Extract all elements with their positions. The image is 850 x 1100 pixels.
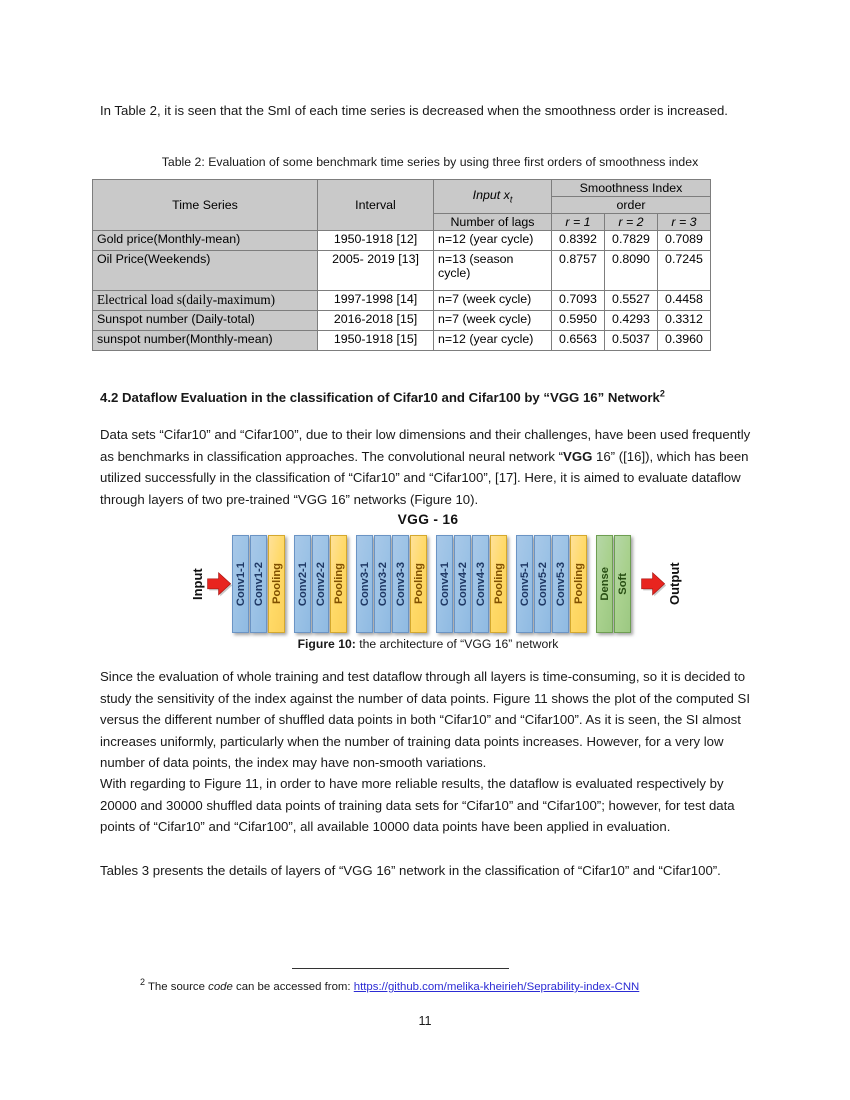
layer-block-conv4-1: [436, 535, 453, 633]
table-row: [93, 251, 711, 291]
cell-time-series: sunspot number(Monthly-mean): [93, 331, 318, 351]
layer-block-dense: [596, 535, 613, 633]
layer-block-conv1-2: [250, 535, 267, 633]
paragraph-datasets: Data sets “Cifar10” and “Cifar100”, due to their low dimensions and their challenges, have been used frequently as benchmarks in classification approaches. The convolutional neural network “VGG 16” ([16]), which has been utilized successfully in the classification of “Cifar10” and “Cifar100”, [17]. Here, it is aimed to evaluate dataflow through layers of two pre-trained “VGG 16” networks (Figure 10).: [100, 427, 751, 507]
cell-r1: 0.5950: [552, 311, 605, 331]
layer-block-conv5-3: [552, 535, 569, 633]
page-number: 11: [418, 1014, 432, 1028]
layer-block-conv4-3: [472, 535, 489, 633]
conv-group-4: [436, 535, 507, 633]
layer-label: Conv5-2: [536, 561, 549, 607]
cell-r1: 0.8757: [552, 251, 605, 291]
cell-lags: n=13 (season cycle): [434, 251, 552, 291]
col-header-r2: r = 2: [605, 214, 658, 231]
layer-block-conv1-1: [232, 535, 249, 633]
footnote-separator: [292, 968, 509, 969]
cell-interval: 1997-1998 [14]: [318, 291, 434, 311]
layer-label: Conv2-1: [296, 561, 309, 607]
conv-group-1: [232, 535, 285, 633]
input-arrow-icon: [206, 535, 232, 633]
layer-label: Conv1-2: [252, 561, 265, 607]
table2: [92, 179, 711, 351]
layer-block-conv5-2: [534, 535, 551, 633]
layer-label: Conv1-1: [234, 561, 247, 607]
layer-label: Dense: [598, 567, 611, 601]
cell-r2: 0.7829: [605, 231, 658, 251]
layer-label: Conv4-1: [438, 561, 451, 607]
paragraph-since: Since the evaluation of whole training and test dataflow through all layers is time-consuming, so it is decided to study the sensitivity of the index against the number of data points. Figure 11 shows the plot of the computed SI versus the different number of shuffled data points in both “Cifar10” and “Cifar100”. As it is seen, the SI almost increases uniformly, particularly when the number of training data points increases. However, for a very low number of data points, the index may have non-smooth variations.: [100, 669, 750, 770]
vgg-bold-fragment: VGG: [563, 448, 593, 464]
layer-label: Conv4-2: [456, 561, 469, 607]
cell-time-series: Electrical load s(daily-maximum): [93, 291, 318, 311]
intro-paragraph: In Table 2, it is seen that the SmI of each time series is decreased when the smoothness order is increased.: [100, 103, 728, 118]
cell-r3: 0.4458: [658, 291, 711, 311]
col-header-input-text: Input x: [472, 188, 510, 203]
cell-lags: n=7 (week cycle): [434, 291, 552, 311]
col-header-r3: r = 3: [658, 214, 711, 231]
layer-block-conv3-3: [392, 535, 409, 633]
col-header-number-of-lags: Number of lags: [434, 214, 552, 231]
figure10: [100, 512, 756, 651]
figure10-title: VGG - 16: [397, 512, 459, 527]
cell-r2: 0.4293: [605, 311, 658, 331]
layer-label: Conv2-2: [314, 561, 327, 607]
layer-label: Soft: [616, 573, 629, 595]
layer-label: Conv5-3: [554, 561, 567, 607]
layer-block-pooling-2: [330, 535, 347, 633]
section-heading-footnote-marker: 2: [659, 388, 665, 399]
cell-r3: 0.3960: [658, 331, 711, 351]
layer-label: Conv3-2: [376, 561, 389, 607]
cell-r3: 0.7245: [658, 251, 711, 291]
cell-interval: 1950-1918 [12]: [318, 231, 434, 251]
conv-group-2: [294, 535, 347, 633]
cell-lags: n=7 (week cycle): [434, 311, 552, 331]
table2-body: [93, 231, 711, 351]
vgg16-diagram: [189, 535, 682, 633]
cell-r1: 0.8392: [552, 231, 605, 251]
cell-r2: 0.8090: [605, 251, 658, 291]
layer-block-conv4-2: [454, 535, 471, 633]
layer-label: Conv3-3: [394, 561, 407, 607]
table-row: [93, 331, 711, 351]
conv-group-5: [516, 535, 587, 633]
footnote-link[interactable]: https://github.com/melika-kheirieh/Seprability-index-CNN: [353, 981, 640, 993]
col-header-time-series: Time Series: [93, 180, 318, 231]
cell-r3: 0.7089: [658, 231, 711, 251]
layer-label: Pooling: [332, 563, 345, 605]
footnote-text-before: The source: [145, 981, 209, 993]
cell-time-series: Sunspot number (Daily-total): [93, 311, 318, 331]
col-header-interval: Interval: [318, 180, 434, 231]
layer-block-conv5-1: [516, 535, 533, 633]
cell-r3: 0.3312: [658, 311, 711, 331]
cell-lags: n=12 (year cycle): [434, 231, 552, 251]
cell-time-series: Gold price(Monthly-mean): [93, 231, 318, 251]
cell-r1: 0.7093: [552, 291, 605, 311]
col-header-input-subscript: t: [509, 194, 513, 205]
layer-label: Pooling: [492, 563, 505, 605]
table-row: [93, 231, 711, 251]
table2-head: [93, 180, 711, 231]
paragraph-with-regarding: With regarding to Figure 11, in order to have more reliable results, the dataflow is evaluated respectively by 20000 and 30000 shuffled data points of training data sets for “Cifar10” and “Cifar100”; however, for test data points of “Cifar10” and “Cifar100”, all available 10000 data points have been applied in evaluation.: [100, 776, 735, 834]
layer-label: Conv4-3: [474, 561, 487, 607]
layer-block-pooling-1: [268, 535, 285, 633]
input-label: Input: [190, 568, 205, 600]
layer-block-conv2-2: [312, 535, 329, 633]
col-header-order: order: [552, 197, 711, 214]
section-heading: [100, 387, 760, 409]
output-arrow-icon: [640, 535, 666, 633]
layer-label: Conv5-1: [518, 561, 531, 607]
figure10-caption: [100, 637, 756, 651]
footnote: [140, 977, 760, 993]
dense-group: [596, 535, 631, 633]
paragraph-tables3: Tables 3 presents the details of layers of “VGG 16” network in the classification of “Cifar10” and “Cifar100”.: [100, 863, 721, 878]
layer-label: Pooling: [270, 563, 283, 605]
col-header-r1: r = 1: [552, 214, 605, 231]
footnote-marker: 2: [140, 977, 146, 988]
layer-block-softmax: [614, 535, 631, 633]
table2-header-row-1: [93, 180, 711, 197]
cell-r2: 0.5527: [605, 291, 658, 311]
layer-label: Pooling: [572, 563, 585, 605]
table2-wrapper: [92, 179, 711, 351]
figure10-caption-label: Figure 10:: [297, 637, 356, 651]
conv-group-3: [356, 535, 427, 633]
layer-block-pooling-4: [490, 535, 507, 633]
layer-label: Pooling: [412, 563, 425, 605]
col-header-input: [434, 180, 552, 214]
layer-block-pooling-3: [410, 535, 427, 633]
layer-block-pooling-5: [570, 535, 587, 633]
col-header-smoothness-index: Smoothness Index: [552, 180, 711, 197]
table2-caption: Table 2: Evaluation of some benchmark time series by using three first orders of smoothness index: [161, 155, 699, 169]
table-row: [93, 291, 711, 311]
cell-interval: 1950-1918 [15]: [318, 331, 434, 351]
figure10-caption-text: the architecture of “VGG 16” network: [355, 637, 559, 651]
layer-block-conv2-1: [294, 535, 311, 633]
cell-time-series: Oil Price(Weekends): [93, 251, 318, 291]
layer-block-conv3-2: [374, 535, 391, 633]
section-heading-text: 4.2 Dataflow Evaluation in the classification of Cifar10 and Cifar100 by “VGG 16” Network: [100, 390, 660, 405]
output-label: Output: [667, 562, 682, 606]
cell-interval: 2005- 2019 [13]: [318, 251, 434, 291]
layer-label: Conv3-1: [358, 561, 371, 607]
footnote-text-after: can be accessed from:: [232, 981, 354, 993]
footnote-italic-word: code: [208, 981, 233, 993]
table-row: [93, 311, 711, 331]
cell-r1: 0.6563: [552, 331, 605, 351]
cell-lags: n=12 (year cycle): [434, 331, 552, 351]
layer-block-conv3-1: [356, 535, 373, 633]
cell-interval: 2016-2018 [15]: [318, 311, 434, 331]
cell-r2: 0.5037: [605, 331, 658, 351]
